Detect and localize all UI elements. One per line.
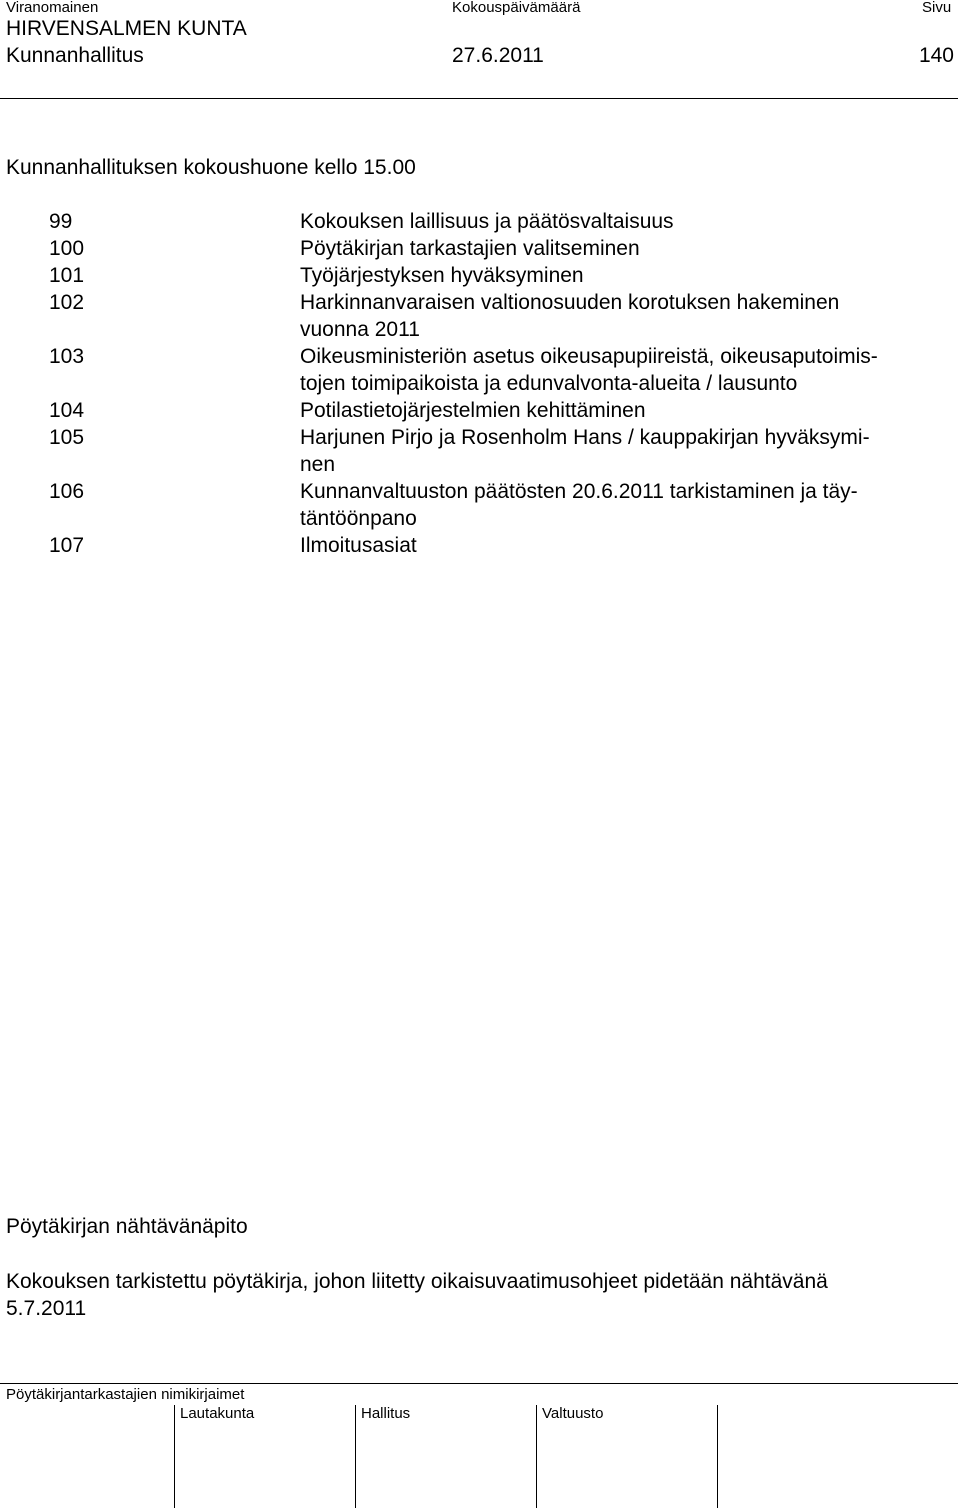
municipality-name: HIRVENSALMEN KUNTA [6,17,247,40]
footer-rule [0,1383,958,1384]
agenda-item-number: 104 [49,399,85,422]
agenda-item-title: Pöytäkirjan tarkastajien valitseminen [300,237,640,260]
page-number: 140 [918,44,954,67]
signature-divider [717,1405,718,1508]
signature-divider [355,1405,356,1508]
agenda-list [49,208,954,559]
signature-column-valtuusto: Valtuusto [542,1405,604,1422]
agenda-item-number: 103 [49,345,85,368]
authority-label: Viranomainen [6,0,99,16]
meeting-place: Kunnanhallituksen kokoushuone kello 15.00 [6,156,416,179]
page-label: Sivu [922,0,952,16]
agenda-item-number: 101 [49,264,85,287]
display-text-line1: Kokouksen tarkistettu pöytäkirja, johon liitetty oikaisuvaatimusohjeet pidetään nähtävänä [6,1270,828,1293]
agenda-item-number: 107 [49,534,85,557]
signature-divider [174,1405,175,1508]
date-label: Kokouspäivämäärä [452,0,581,16]
agenda-item-title: Oikeusministeriön asetus oikeusapupiireistä, oikeusaputoimis- tojen toimipaikoista ja edunvalvonta-alueita / lausunto [300,345,878,395]
display-heading: Pöytäkirjan nähtävänäpito [6,1215,248,1238]
authority-name: Kunnanhallitus [6,44,144,67]
agenda-item-number: 105 [49,426,85,449]
agenda-item-title: Kunnanvaltuuston päätösten 20.6.2011 tarkistaminen ja täy- täntöönpano [300,480,858,530]
agenda-item-title: Harkinnanvaraisen valtionosuuden korotuksen hakeminen vuonna 2011 [300,291,840,341]
signatures-label: Pöytäkirjantarkastajien nimikirjaimet [6,1386,245,1403]
agenda-item-number: 99 [49,210,73,233]
header-rule [0,98,958,99]
agenda-item [49,289,954,343]
agenda-item-title: Työjärjestyksen hyväksyminen [300,264,584,287]
signature-column-lautakunta: Lautakunta [180,1405,255,1422]
agenda-item-title: Ilmoitusasiat [300,534,417,557]
signature-divider [536,1405,537,1508]
agenda-item [49,262,954,289]
signature-column-hallitus: Hallitus [361,1405,411,1422]
agenda-item [49,532,954,559]
meeting-date: 27.6.2011 [452,44,544,67]
agenda-item-title: Harjunen Pirjo ja Rosenholm Hans / kauppakirjan hyväksymi- nen [300,426,870,476]
agenda-item-number: 106 [49,480,85,503]
agenda-item [49,397,954,424]
agenda-item-title: Kokouksen laillisuus ja päätösvaltaisuus [300,210,674,233]
agenda-item [49,343,954,397]
agenda-item-number: 102 [49,291,85,314]
agenda-item [49,235,954,262]
agenda-item [49,424,954,478]
display-text-line2: 5.7.2011 [6,1297,87,1320]
agenda-item-number: 100 [49,237,85,260]
agenda-item [49,478,954,532]
agenda-item-title: Potilastietojärjestelmien kehittäminen [300,399,646,422]
agenda-item [49,208,954,235]
